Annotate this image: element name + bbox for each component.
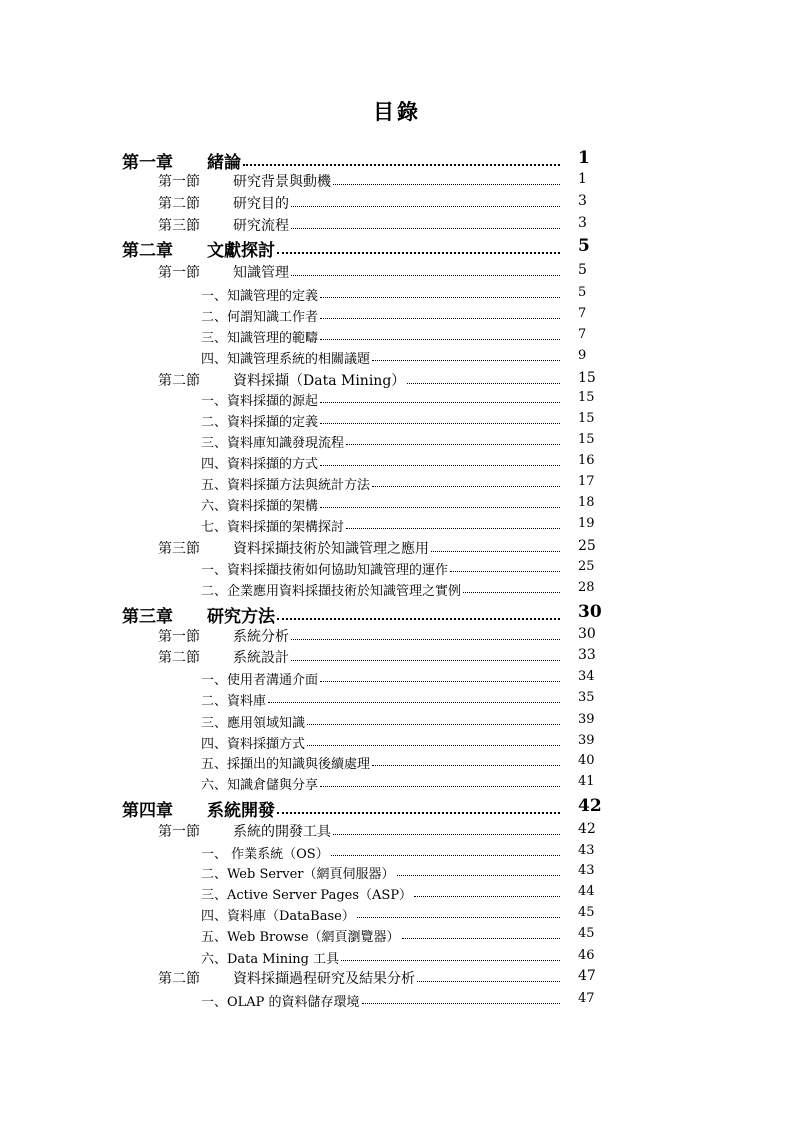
entry-title: 七、資料採擷的架構探討 bbox=[201, 520, 345, 535]
section-entry bbox=[0, 538, 794, 558]
dot-leader bbox=[320, 423, 560, 424]
subsection-entry bbox=[0, 516, 794, 536]
entry-title: 二、資料庫 bbox=[201, 694, 267, 709]
subsection-entry bbox=[0, 991, 794, 1011]
dot-leader bbox=[320, 339, 560, 340]
entry-number: 第二節 bbox=[158, 650, 200, 666]
entry-number: 第二節 bbox=[158, 971, 200, 987]
entry-number: 第四章 bbox=[122, 801, 173, 821]
dot-leader bbox=[320, 507, 560, 508]
entry-title: 一、 作業系統（OS） bbox=[201, 847, 329, 862]
page-number: 15 bbox=[578, 411, 595, 426]
subsection-entry bbox=[0, 884, 794, 904]
entry-title: 四、資料採擷方式 bbox=[201, 737, 306, 752]
subsection-entry bbox=[0, 432, 794, 452]
subsection-entry bbox=[0, 926, 794, 946]
chapter-entry bbox=[0, 236, 794, 261]
entry-title: 知識管理 bbox=[233, 265, 289, 281]
dot-leader bbox=[277, 252, 560, 254]
subsection-entry bbox=[0, 327, 794, 347]
page-number: 15 bbox=[578, 370, 596, 386]
subsection-entry bbox=[0, 712, 794, 732]
entry-number: 第一節 bbox=[158, 174, 200, 190]
page-number: 43 bbox=[578, 863, 595, 878]
page-number: 30 bbox=[578, 602, 602, 622]
section-entry bbox=[0, 647, 794, 667]
page-number: 15 bbox=[578, 390, 595, 405]
dot-leader bbox=[291, 639, 560, 640]
entry-title: 四、資料庫（DataBase） bbox=[201, 909, 355, 924]
entry-title: 三、知識管理的範疇 bbox=[201, 331, 319, 346]
entry-title: 五、資料採擷方法與統計方法 bbox=[201, 478, 371, 493]
subsection-entry bbox=[0, 306, 794, 326]
page-number: 25 bbox=[578, 538, 596, 554]
dot-leader bbox=[277, 812, 560, 814]
entry-title: 研究流程 bbox=[233, 218, 289, 234]
dot-leader bbox=[320, 465, 560, 466]
entry-title: 六、知識倉儲與分享 bbox=[201, 778, 319, 793]
subsection-entry bbox=[0, 690, 794, 710]
section-entry bbox=[0, 171, 794, 191]
dot-leader bbox=[320, 297, 560, 298]
subsection-entry bbox=[0, 559, 794, 579]
chapter-entry bbox=[0, 148, 794, 173]
page-number: 17 bbox=[578, 474, 595, 489]
page-number: 45 bbox=[578, 926, 595, 941]
entry-number: 第二章 bbox=[122, 241, 173, 261]
chapter-entry bbox=[0, 796, 794, 821]
entry-number: 第三節 bbox=[158, 541, 200, 557]
section-entry bbox=[0, 626, 794, 646]
entry-title: 四、知識管理系統的相關議題 bbox=[201, 352, 371, 367]
subsection-entry bbox=[0, 495, 794, 515]
dot-leader bbox=[362, 1003, 560, 1004]
dot-leader bbox=[291, 275, 560, 276]
dot-leader bbox=[333, 834, 560, 835]
subsection-entry bbox=[0, 669, 794, 689]
page-number: 33 bbox=[578, 647, 596, 663]
entry-number: 第一章 bbox=[122, 153, 173, 173]
dot-leader bbox=[407, 383, 560, 384]
page-number: 41 bbox=[578, 774, 595, 789]
dot-leader bbox=[346, 444, 560, 445]
dot-leader bbox=[417, 981, 560, 982]
entry-title: 系統開發 bbox=[207, 801, 275, 821]
dot-leader bbox=[320, 786, 560, 787]
dot-leader bbox=[307, 745, 560, 746]
dot-leader bbox=[333, 184, 560, 185]
page-number: 7 bbox=[578, 327, 587, 342]
page-number: 39 bbox=[578, 712, 595, 727]
chapter-entry bbox=[0, 602, 794, 627]
subsection-entry bbox=[0, 348, 794, 368]
page-number: 1 bbox=[578, 171, 587, 187]
entry-title: 研究方法 bbox=[207, 607, 275, 627]
page-number: 7 bbox=[578, 306, 587, 321]
subsection-entry bbox=[0, 843, 794, 863]
dot-leader bbox=[450, 571, 560, 572]
page-number: 3 bbox=[578, 193, 587, 209]
entry-number: 第一節 bbox=[158, 629, 200, 645]
page-number: 15 bbox=[578, 432, 595, 447]
dot-leader bbox=[357, 917, 560, 918]
entry-number: 第二節 bbox=[158, 373, 200, 389]
entry-title: 資料採擷（Data Mining） bbox=[233, 373, 406, 389]
dot-leader bbox=[268, 702, 560, 703]
entry-title: 一、資料採擷的源起 bbox=[201, 394, 319, 409]
page-number: 5 bbox=[578, 285, 587, 300]
page-number: 42 bbox=[578, 796, 602, 816]
dot-leader bbox=[402, 938, 560, 939]
entry-title: 二、企業應用資料採擷技術於知識管理之實例 bbox=[201, 584, 462, 599]
entry-title: 系統的開發工具 bbox=[233, 824, 331, 840]
page-number: 18 bbox=[578, 495, 595, 510]
entry-title: 一、資料採擷技術如何協助知識管理的運作 bbox=[201, 563, 449, 578]
entry-title: 緒論 bbox=[207, 153, 241, 173]
dot-leader bbox=[291, 660, 560, 661]
dot-leader bbox=[431, 551, 560, 552]
entry-title: 研究目的 bbox=[233, 196, 289, 212]
entry-number: 第二節 bbox=[158, 196, 200, 212]
page-number: 47 bbox=[578, 968, 596, 984]
entry-number: 第三章 bbox=[122, 607, 173, 627]
entry-title: 六、Data Mining 工具 bbox=[201, 952, 340, 967]
entry-number: 第一節 bbox=[158, 824, 200, 840]
entry-title: 一、OLAP 的資料儲存環境 bbox=[201, 995, 360, 1010]
dot-leader bbox=[463, 592, 560, 593]
dot-leader bbox=[277, 618, 560, 620]
entry-title: 一、使用者溝通介面 bbox=[201, 673, 319, 688]
entry-title: 系統分析 bbox=[233, 629, 289, 645]
section-entry bbox=[0, 968, 794, 988]
entry-title: 五、Web Browse（網頁瀏覽器） bbox=[201, 930, 400, 945]
section-entry bbox=[0, 821, 794, 841]
dot-leader bbox=[320, 402, 560, 403]
page-number: 28 bbox=[578, 580, 595, 595]
entry-title: 一、知識管理的定義 bbox=[201, 289, 319, 304]
page-number: 9 bbox=[578, 348, 587, 363]
entry-title: 系統設計 bbox=[233, 650, 289, 666]
page-number: 44 bbox=[578, 884, 595, 899]
subsection-entry bbox=[0, 733, 794, 753]
dot-leader bbox=[320, 318, 560, 319]
page-number: 19 bbox=[578, 516, 595, 531]
entry-number: 第一節 bbox=[158, 265, 200, 281]
entry-title: 三、資料庫知識發現流程 bbox=[201, 436, 345, 451]
page-number: 34 bbox=[578, 669, 595, 684]
entry-title: 二、Web Server（網頁伺服器） bbox=[201, 867, 395, 882]
entry-title: 四、資料採擷的方式 bbox=[201, 457, 319, 472]
dot-leader bbox=[372, 360, 560, 361]
entry-title: 二、何謂知識工作者 bbox=[201, 310, 319, 325]
section-entry bbox=[0, 370, 794, 390]
subsection-entry bbox=[0, 580, 794, 600]
toc-title: 目錄 bbox=[373, 99, 421, 124]
dot-leader bbox=[414, 896, 560, 897]
subsection-entry bbox=[0, 948, 794, 968]
subsection-entry bbox=[0, 753, 794, 773]
page-number: 46 bbox=[578, 948, 595, 963]
dot-leader bbox=[341, 960, 560, 961]
dot-leader bbox=[291, 228, 560, 229]
page-number: 30 bbox=[578, 626, 596, 642]
entry-number: 第三節 bbox=[158, 218, 200, 234]
section-entry bbox=[0, 193, 794, 213]
entry-title: 資料採擷技術於知識管理之應用 bbox=[233, 541, 429, 557]
dot-leader bbox=[372, 765, 560, 766]
subsection-entry bbox=[0, 390, 794, 410]
section-entry bbox=[0, 262, 794, 282]
dot-leader bbox=[320, 681, 560, 682]
page-number: 3 bbox=[578, 215, 587, 231]
subsection-entry bbox=[0, 285, 794, 305]
entry-title: 研究背景與動機 bbox=[233, 174, 331, 190]
dot-leader bbox=[243, 164, 560, 166]
page-number: 43 bbox=[578, 843, 595, 858]
entry-title: 文獻探討 bbox=[207, 241, 275, 261]
page-number: 1 bbox=[578, 148, 590, 168]
subsection-entry bbox=[0, 453, 794, 473]
subsection-entry bbox=[0, 905, 794, 925]
entry-title: 資料採擷過程研究及結果分析 bbox=[233, 971, 415, 987]
entry-title: 三、Active Server Pages（ASP） bbox=[201, 888, 413, 903]
page-number: 39 bbox=[578, 733, 595, 748]
dot-leader bbox=[397, 875, 560, 876]
entry-title: 五、採擷出的知識與後續處理 bbox=[201, 757, 371, 772]
page-number: 16 bbox=[578, 453, 595, 468]
entry-title: 三、應用領域知識 bbox=[201, 716, 306, 731]
dot-leader bbox=[291, 206, 560, 207]
subsection-entry bbox=[0, 863, 794, 883]
page-number: 35 bbox=[578, 690, 595, 705]
dot-leader bbox=[372, 486, 560, 487]
page-number: 25 bbox=[578, 559, 595, 574]
page-number: 5 bbox=[578, 262, 587, 278]
page-number: 40 bbox=[578, 753, 595, 768]
section-entry bbox=[0, 215, 794, 235]
dot-leader bbox=[331, 855, 560, 856]
dot-leader bbox=[346, 528, 560, 529]
entry-title: 六、資料採擷的架構 bbox=[201, 499, 319, 514]
subsection-entry bbox=[0, 774, 794, 794]
dot-leader bbox=[307, 724, 560, 725]
subsection-entry bbox=[0, 474, 794, 494]
page-number: 45 bbox=[578, 905, 595, 920]
page-number: 42 bbox=[578, 821, 596, 837]
page-number: 47 bbox=[578, 991, 595, 1006]
page-number: 5 bbox=[578, 236, 590, 256]
subsection-entry bbox=[0, 411, 794, 431]
entry-title: 二、資料採擷的定義 bbox=[201, 415, 319, 430]
